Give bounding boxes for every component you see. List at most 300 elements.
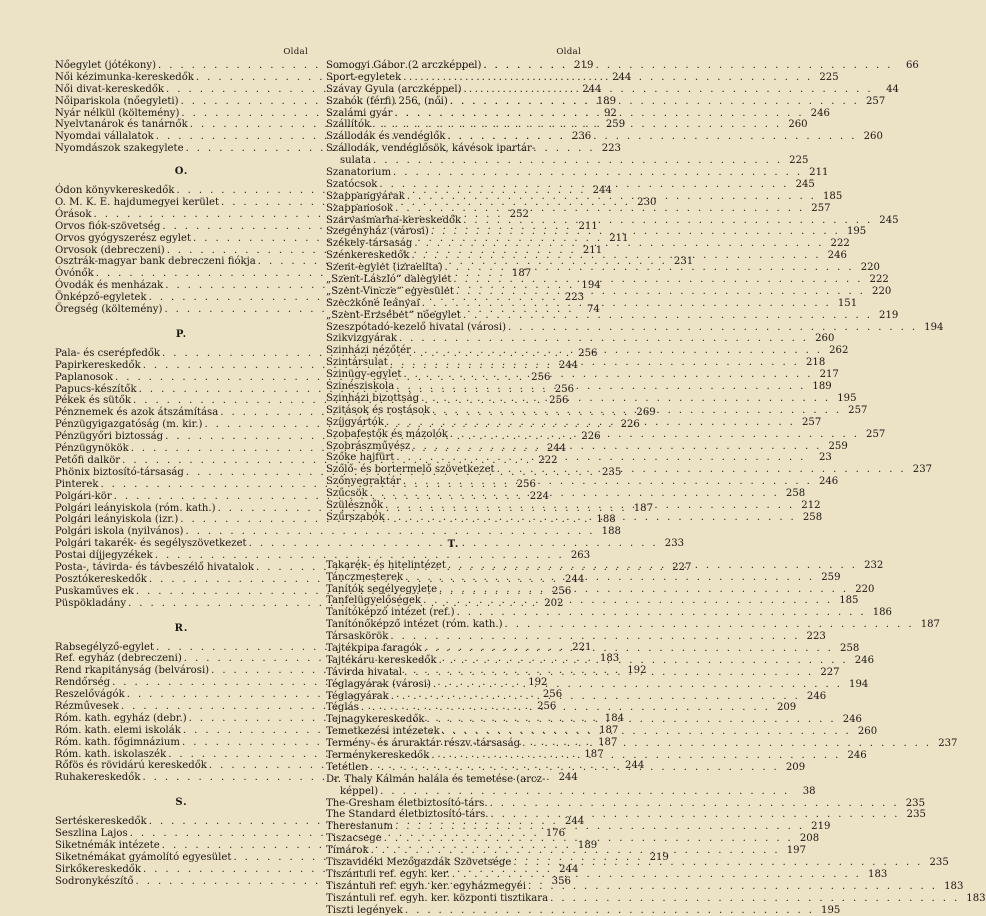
entry-title: Tiszántuli ref. egyh. ker. egyházmegyéi [326,880,526,892]
entry-title: Phönix biztosító-társaság [55,466,184,478]
entry-page-number: 223 [806,631,826,643]
entry-page-number: 197 [786,845,806,857]
leader-dots [461,310,872,322]
entry-page-number: 244 [582,83,602,95]
leader-dots [429,750,840,762]
entry-title: Tiszacsege [326,833,382,845]
entry-title: Nyár nélkül (költemény) [55,107,180,119]
entry-title: Pénznemek és azok átszámítása [55,407,219,419]
entry-page-number: 209 [785,761,806,773]
entry-title: Tanítóképző intézet (ref.) [326,607,455,619]
entry-title: Ódon könyvkereskedők [55,185,175,197]
entry-title: Székely-társaság [326,238,413,250]
entry-title: Szeszpótadó-kezelő hivatal (városi) [326,321,507,333]
entry-title: Tajtékáru kereskedők [326,654,437,666]
entry-title: Postai díjjegyzékek [55,550,153,562]
leader-dots [506,322,917,334]
entry-title: Somogyi Gábor (2 arczképpel) [326,60,482,71]
entry-title: Pénzügynökök [55,443,129,455]
entry-page-number: 202 [544,597,564,609]
index-entry [326,476,839,488]
leader-dots [462,84,873,96]
entry-page-number: 256 [578,347,598,359]
entry-page-number: 222 [538,454,558,466]
entry-page-number: 226 [581,431,601,443]
entry-title: Társaskörök [326,631,389,643]
entry-title: Orvos fiók-szövetség [55,220,161,232]
index-entry-wrap-start [326,143,581,155]
entry-page-number: 232 [864,559,884,571]
leader-dots [370,119,781,131]
entry-page-number: 188 [596,514,616,526]
entry-page-number: 221 [572,641,592,653]
leader-dots [391,167,802,179]
leader-dots [503,619,914,631]
entry-page-number: 23 [818,452,832,464]
entry-title: Téglás [326,702,359,714]
entry-title: Róm. kath. főgimnázium [55,736,180,748]
entry-page-number: 235 [906,809,926,821]
entry-title: Papirkereskedők [55,359,141,371]
entry-page-number: 187 [511,268,532,280]
entry-page-number: 262 [829,345,849,357]
leader-dots [450,869,861,881]
index-entry [326,607,892,619]
leader-dots [385,512,796,524]
entry-page-number: 246 [847,749,867,761]
leader-dots [403,905,814,916]
index-entry [55,538,685,550]
entry-page-number: 269 [636,407,656,419]
leader-dots [401,476,812,488]
leader-dots [402,667,813,679]
entry-title: Szőlő- és bortermelő szövetkezet [326,464,495,476]
entry-page-number: 235 [905,797,925,809]
entry-title: Szűrszabók [326,511,385,523]
entry-title: Ruhakereskedők [55,772,141,784]
entry-page-number: 244 [559,863,579,875]
entry-title: „Szent-László“ dalegylet [326,274,452,286]
entry-title: Rendőrség [55,677,111,689]
leader-dots [440,726,851,738]
entry-title: Pala- és cserépfedők [55,347,161,359]
entry-title: Szőnyegraktár [326,476,401,488]
leader-dots [495,464,906,476]
entry-page-number: 259 [821,571,841,583]
entry-page-number: 211 [609,232,629,244]
entry-title: Szintársulat [326,357,388,369]
entry-title: Pénzügyigazgatóság (m. kir.) [55,419,203,431]
entry-page-number: 256 [554,383,575,395]
entry-title: Szatócsok [326,178,378,190]
entry-page-number: 260 [815,333,835,345]
leader-dots [388,631,799,643]
entry-page-number: 244 [612,71,632,83]
leader-dots [371,155,782,167]
entry-title: Puskaműves ek [55,585,134,597]
leader-dots [410,250,821,262]
leader-dots [481,60,892,72]
entry-page-number: 263 [570,550,591,562]
leader-dots [412,238,823,250]
entry-title: Petőfi dalkör [55,454,121,466]
entry-title: Orvos gyógyszerész egylet [55,232,192,244]
entry-page-number: 260 [863,131,883,143]
entry-title: Szinházi nézőtér [326,345,411,357]
entry-page-number: 192 [528,677,548,689]
entry-title: Rabsegélyző-egylet [55,641,155,653]
entry-page-number: 244 [625,760,645,772]
entry-page-number: 237 [938,738,958,750]
leader-dots [377,179,788,191]
entry-title: Szalámi gyár [326,107,393,119]
entry-title: Róm. kath. elemi iskolák [55,724,181,736]
entry-page-number: 257 [802,416,822,428]
section-letter-r: R. [174,622,189,634]
leader-dots [448,96,859,108]
entry-title: Tímárok [326,845,369,857]
entry-title: Szobrászművész [326,440,411,452]
entry-title: Szállodák, vendéglősök, kávésok ipartár- [326,143,536,155]
entry-page-number: 217 [819,369,839,381]
entry-page-number: 256 [551,585,572,597]
entry-title: Tiszavidéki Mezőgazdák Szövetsége [326,857,512,868]
index-entry [326,321,944,334]
entry-page-number: 211 [578,220,598,232]
entry-title: „Szent-Vincze“ egyesület [326,285,454,297]
entry-page-number: 74 [587,304,600,316]
entry-title: Szent-egylet (izraelita) [326,262,443,274]
page-column-header: Oldal [556,47,581,57]
leader-dots [403,572,814,584]
leader-dots [437,655,848,667]
leader-dots [384,417,795,429]
entry-page-number: 189 [596,95,616,107]
entry-page-number: 185 [822,190,843,202]
entry-page-number: 220 [872,285,892,297]
entry-page-number: 223 [564,292,585,304]
index-entry [326,571,841,584]
entry-title: Szinésziskola [326,381,395,393]
leader-dots [520,738,931,750]
entry-page-number: 38 [802,785,816,797]
entry-title: Róm. kath. egyház (debr.) [55,712,187,724]
entry-page-number: 246 [827,250,847,262]
entry-page-number: 260 [788,119,808,131]
entry-title: Tánczmesterek [326,571,404,583]
index-entry [326,369,839,381]
entry-title: Tanfelügyelőségek [326,595,422,607]
leader-dots [389,691,800,703]
entry-page-number: 252 [509,208,529,220]
entry-title: Szávay Gyula (arczképpel) [326,83,462,95]
entry-title: Női kézimunka-kereskedők [55,71,194,83]
entry-page-number: 220 [860,262,880,274]
entry-title: Téglagyárak (városi) [326,678,431,690]
entry-title: Rézművesek [55,700,119,712]
entry-title: Tejnagykereskedők [326,714,425,726]
entry-page-number: 237 [912,464,933,476]
entry-page-number: 258 [840,642,860,654]
entry-title: Pénzügyőri biztosság [55,431,164,443]
entry-title: Távirda hivatal [326,666,403,678]
entry-title: Rőfös és rövidárú kereskedők [55,760,207,772]
index-entry [326,155,809,167]
entry-page-number: 189 [577,839,598,851]
entry-title: Tetétlen [326,761,368,773]
leader-dots [420,298,831,310]
leader-dots [401,72,812,84]
entry-title: Tajtékpipa faragók [326,642,422,654]
entry-title: Dr. Thaly Kálmán halála és temetése (arcz- [326,773,546,785]
entry-page-number: 246 [818,476,839,488]
entry-page-number: 183 [868,868,888,880]
entry-title: Temetkezési intézetek [326,726,440,738]
entry-page-number: 244 [565,573,585,585]
entry-title: Nőegylet (jótékony) [55,60,157,71]
leader-dots [359,702,770,714]
entry-title: Püspökladány [55,597,127,609]
index-entry [55,550,591,562]
entry-title: Polgári leányiskola (izr.) [55,514,179,526]
entry-page-number: 189 [812,381,832,393]
index-entry [326,809,926,821]
entry-title: Posztókereskedők [55,573,147,585]
entry-page-number: 356 [551,875,571,887]
entry-title: Reszelővágók [55,689,125,701]
entry-page-number: 257 [866,428,886,440]
leader-dots [369,845,780,857]
entry-page-number: 183 [599,653,620,665]
leader-dots [394,452,805,464]
entry-page-number: 258 [802,511,823,523]
leader-dots [411,345,822,357]
entry-page-number: 184 [604,712,625,724]
leader-dots [451,274,862,286]
entry-title: Theresianum [326,821,394,833]
entry-page-number: 187 [599,724,619,736]
entry-page-number: 194 [581,280,601,292]
leader-dots [368,762,779,774]
entry-page-number: 256 [537,700,557,712]
leader-dots [526,881,937,893]
leader-dots [405,191,816,203]
entry-page-number: 246 [806,690,827,702]
entry-title: Szállodák és vendéglők [326,131,446,143]
entry-page-number: 187 [633,502,653,514]
leader-dots [383,500,794,512]
entry-title: Rend rkapitányság (belvárosi) [55,665,210,677]
entry-page-number: 224 [529,490,550,502]
entry-page-number: 244 [592,185,612,197]
entry-page-number: 187 [584,748,604,760]
leader-dots [461,215,872,227]
entry-title: Szabók (férfi) 256, (női) [326,95,448,107]
leader-dots [421,595,832,607]
leader-dots [445,131,856,143]
entry-page-number: 187 [598,736,618,748]
index-entry [55,526,621,538]
index-entry [326,333,835,345]
entry-title: Szitások és rostások [326,404,431,416]
entry-title: Pinterek [55,478,99,490]
index-entry [326,868,888,881]
entry-page-number: 257 [811,202,831,214]
entry-page-number: 218 [806,357,826,369]
entry-page-number: 188 [601,526,621,538]
entry-title: Siketnémákat gyámolító egyesület [55,851,232,863]
entry-page-number: 211 [809,167,829,179]
section-letter-t: T. [447,538,460,550]
entry-page-number: 183 [966,892,986,904]
leader-dots [401,369,812,381]
index-entry [326,880,964,893]
entry-title: Szappangyárak [326,190,405,202]
entry-title: Takarék- és hitelintézet [326,559,446,571]
entry-title: Szarvasmarha-kereskedők [326,214,462,226]
entry-page-number: 225 [819,71,839,83]
entry-page-number: 230 [637,197,657,209]
entry-title: Nyomdászok szakegylete [55,143,184,155]
entry-page-number: 233 [664,538,685,550]
entry-page-number: 256 [531,371,551,383]
entry-title: „Szent-Erzsébet“ nőegylet [326,309,461,321]
entry-title: Papucs-készítők [55,383,137,395]
entry-title: Szénkereskedők [326,250,410,262]
leader-dots [430,405,841,417]
entry-page-number: 256 [549,395,569,407]
entry-title: Szanatorium [326,167,392,179]
entry-page-number: 235 [929,857,949,868]
entry-title: Szinügy-egylet [326,369,402,381]
index-entry [326,381,832,393]
entry-title: Nyomdai vállalatok [55,131,154,143]
entry-title: Polgári leányiskola (róm. kath.) [55,502,216,514]
entry-title: Terménykereskedők [326,749,430,761]
entry-page-number: 235 [602,466,622,478]
entry-title: Sport-egyletek [326,71,402,83]
entry-title: Szállítók [326,119,371,131]
leader-dots [422,643,833,655]
entry-page-number: 258 [785,488,806,500]
index-entry [326,619,940,631]
entry-title: Szőke hajfürt [326,452,395,464]
leader-dots [489,809,900,821]
entry-page-number: 244 [558,359,579,371]
entry-title: Órások [55,208,92,220]
entry-page-number: 246 [842,714,862,726]
index-entry [326,690,827,703]
entry-page-number: 244 [564,816,585,828]
entry-title: Tiszántuli ref. egyh. ker. [326,868,450,880]
section-letter-s: S. [175,797,188,809]
entry-title: Pékek és sütők [55,395,132,407]
entry-title: Tanítónőképző intézet (róm. kath.) [326,619,503,631]
entry-page-number: 245 [795,178,815,190]
leader-dots [419,393,830,405]
index-entry [326,357,826,369]
entry-title: Szinházi bizottság [326,392,420,404]
leader-dots [455,607,866,619]
entry-title: Szeczkóné leányai [326,297,420,309]
entry-title: Posta-, távirda- és távbeszélő hivatalok [55,561,254,573]
entry-title: Polgári iskola (nyilvános) [55,526,184,538]
index-entry [326,678,869,691]
entry-title: Termény- és áruraktár részv.-társaság [326,738,521,750]
leader-dots [397,333,808,345]
entry-page-number: 195 [821,904,841,916]
entry-page-number: 185 [839,595,859,607]
entry-page-number: 245 [879,214,899,226]
entry-title: The-Gresham életbiztosító-társ. [326,797,488,809]
entry-title: Nőipariskola (nőegyleti) [55,95,179,107]
entry-title: Szobafestők és mázolók [326,428,448,440]
index-entry [326,892,986,905]
entry-page-number: 226 [620,419,640,431]
entry-title: Szíjgyártók [326,416,384,428]
entry-title: Szűcsök [326,488,368,500]
index-entry [326,785,816,798]
entry-page-number: 176 [545,828,566,840]
entry-title: Sirkőkereskedők [55,863,141,875]
leader-dots [382,833,793,845]
entry-title: Téglagyárak [326,690,389,702]
index-entry [326,631,826,643]
leader-dots [454,286,865,298]
entry-page-number: 246 [810,107,830,119]
entry-title: Szülésznők [326,499,384,511]
entry-page-number: 225 [789,155,809,167]
entry-page-number: 257 [865,95,886,107]
entry-page-number: 211 [582,244,603,256]
entry-page-number: 246 [854,654,875,666]
entry-title: Szegényház (városi) [326,226,429,238]
index-entry [326,440,848,453]
entry-page-number: 208 [799,833,820,845]
entry-page-number: 183 [944,880,964,892]
leader-dots [548,893,959,905]
entry-title: Ref. egyház (debreczeni) [55,653,182,665]
index-entry [326,167,829,179]
entry-title: Önképző-egyletek [55,292,147,304]
entry-title: Óvodák és menházak [55,280,164,292]
leader-dots [443,262,854,274]
leader-dots [368,488,779,500]
entry-page-number: 256 [542,689,563,701]
leader-dots [388,357,799,369]
entry-page-number: 194 [849,678,869,690]
index-entry [326,702,797,714]
index-entry [326,797,925,810]
entry-page-number: 219 [574,60,594,71]
entry-page-number: 227 [672,561,692,573]
leader-dots [393,821,804,833]
entry-title: Tanítók segélyegylete [326,583,438,595]
entry-title: Sodronykészítő [55,875,134,887]
entry-page-number: 259 [605,119,626,131]
page-column-header: Oldal [283,47,308,57]
entry-page-number: 195 [846,226,867,238]
leader-dots [393,108,804,120]
entry-title: sulata [340,155,372,167]
entry-title: Orvosok (debreczeni) [55,244,165,256]
index-entry [326,904,841,916]
entry-title: Női divat-kereskedők [55,83,165,95]
entry-title: Öregség (költemény) [55,304,163,316]
section-letter-o: O. [174,166,189,178]
entry-page-number: 195 [837,392,857,404]
entry-title: Sertéskereskedők [55,816,147,828]
